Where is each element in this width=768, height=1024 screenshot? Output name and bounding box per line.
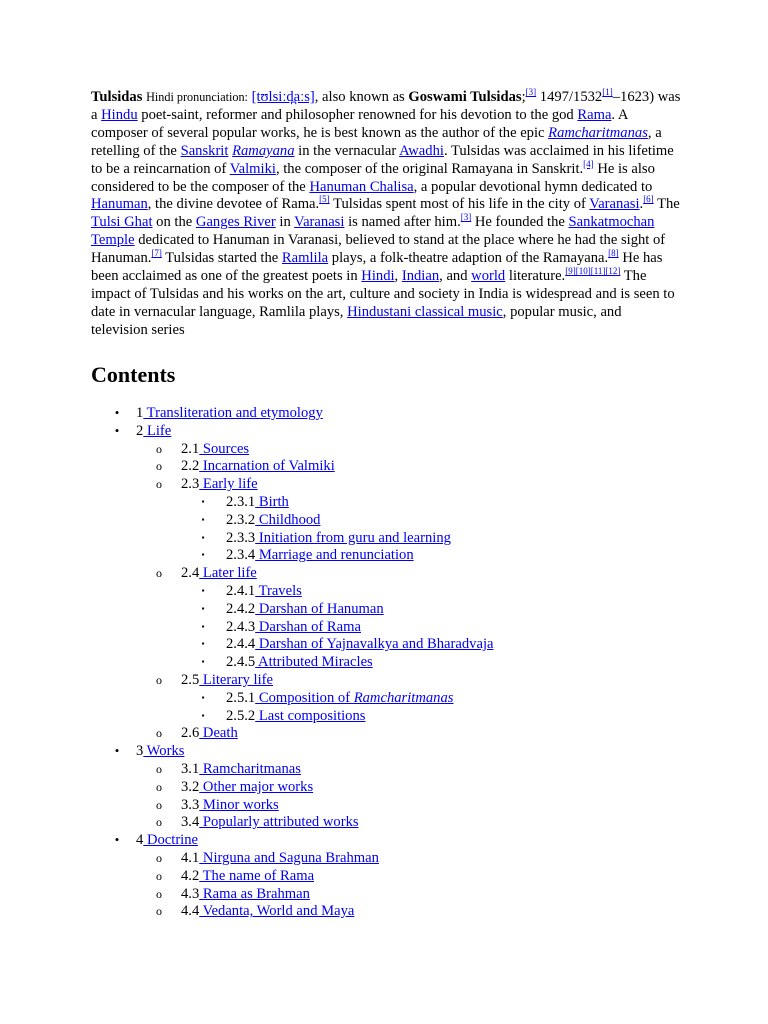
toc-number: 2.5.1	[226, 689, 256, 706]
toc-link[interactable]: Nirguna and Saguna Brahman	[199, 850, 379, 866]
hindu-link[interactable]: Hindu	[101, 106, 138, 123]
toc-link[interactable]: Childhood	[255, 511, 321, 528]
toc-item	[0, 885, 768, 903]
toc-entry	[226, 493, 289, 511]
toc-link[interactable]: Darshan of Yajnavalkya and Bharadvaja	[255, 636, 494, 653]
text: He is also considered to be the composer of the	[91, 160, 655, 195]
toc-link[interactable]: Death	[199, 725, 238, 742]
list-bullet-icon: ▪	[201, 621, 205, 631]
ref-link[interactable]: [3]	[525, 87, 537, 97]
list-bullet-icon: ▪	[201, 550, 205, 560]
toc-number: 3.1	[181, 761, 200, 777]
ipa-link[interactable]: [tʊlsiːd̪aːs]	[251, 89, 315, 105]
toc-item	[0, 635, 768, 653]
toc-number: 2.3.2	[226, 511, 256, 528]
list-bullet-icon: o	[156, 566, 162, 581]
toc-link[interactable]: Life	[143, 422, 172, 439]
toc-link[interactable]: Darshan of Rama	[255, 618, 361, 635]
toc-number: 2	[136, 422, 144, 439]
text: in the vernacular	[298, 142, 397, 159]
toc-link[interactable]: Literary life	[199, 672, 273, 688]
toc-entry	[181, 564, 257, 582]
toc-entry	[181, 902, 354, 920]
ref-link[interactable]: [3]	[460, 212, 472, 223]
toc-entry	[136, 422, 171, 440]
text: 1497/1532	[539, 89, 603, 105]
toc-item	[0, 778, 768, 796]
article-subject: Tulsidas	[91, 89, 143, 105]
ramlila-link[interactable]: Ramlila	[281, 250, 329, 267]
text: , a retelling of the	[91, 124, 662, 159]
toc-item	[0, 529, 768, 547]
text: . A composer of several popular works, he is best known as the author of the epic	[91, 106, 628, 141]
contents-heading: Contents	[91, 362, 176, 387]
toc-number: 2.3	[181, 476, 200, 493]
toc-item	[0, 404, 768, 422]
toc-item	[0, 422, 768, 440]
toc-link[interactable]: Early life	[199, 476, 258, 493]
toc-link[interactable]: Transliteration and etymology	[143, 405, 323, 421]
toc-item	[0, 742, 768, 760]
toc-number: 2.6	[181, 725, 200, 742]
text: The	[657, 196, 680, 213]
toc-link[interactable]: Birth	[255, 494, 289, 510]
toc-link[interactable]: Rama as Brahman	[199, 885, 310, 902]
toc-entry	[136, 742, 184, 760]
toc-link[interactable]: Minor works	[199, 796, 279, 813]
toc-entry	[226, 582, 302, 600]
toc-item	[0, 600, 768, 618]
toc-number: 4.2	[181, 867, 200, 884]
hanuman-link[interactable]: Hanuman	[91, 196, 148, 213]
toc-number: 2.2	[181, 458, 200, 475]
toc-entry	[226, 707, 365, 725]
toc-entry	[226, 635, 493, 653]
sankatmochan-temple-link[interactable]: Sankatmochan Temple	[91, 214, 655, 249]
intro-paragraph: Tulsidas Hindi pronunciation: [tʊlsiːd̪aːs], also known as Goswami Tulsidas;[3] 1497/1532[1]–1623) was a Hindu poet-saint, reformer and philosopher renowned for his devotion to the god Rama. A composer of several popular works, he is best known as the author of the epic Ramcharitmanas, a retelling of the Sanskrit Ramayana in the vernacular Awadhi. Tulsidas was acclaimed in his lifetime to be a reincarnation of Valmiki, the composer of the original Ramayana in Sanskrit.[4] He is also considered to be the composer of the Hanuman Chalisa, a popular devotional hymn dedicated to Hanuman, the divine devotee of Rama.[5] Tulsidas spent most of his life in the city of Varanasi.[6] The Tulsi Ghat on the Ganges River in Varanasi is named after him.[3] He founded the Sankatmochan Temple dedicated to Hanuman in Varanasi, believed to stand at the place where he had the sight of Hanuman.[7] Tulsidas started the Ramlila plays, a folk-theatre adaption of the Ramayana.[8] He has been acclaimed as one of the greatest poets in Hindi, Indian, and world literature.[9][10][11][12] The impact of Tulsidas and his works on the art, culture and society in India is widespread and is seen to date in vernacular language, Ramlila plays, Hindustani classical music, popular music, and television series	[91, 87, 681, 338]
toc-number: 2.4.1	[226, 583, 256, 599]
toc-link[interactable]: Ramcharitmanas	[199, 761, 301, 777]
list-bullet-icon: o	[156, 797, 162, 812]
list-bullet-icon: o	[156, 726, 162, 741]
list-bullet-icon: ▪	[201, 586, 205, 595]
toc-item	[0, 457, 768, 475]
text: in	[279, 214, 291, 231]
toc-item	[0, 653, 768, 671]
list-bullet-icon: ▪	[201, 692, 205, 702]
toc-entry	[181, 760, 301, 778]
toc-entry	[181, 457, 335, 475]
toc-item	[0, 849, 768, 867]
list-bullet-icon: •	[114, 743, 120, 759]
toc-link[interactable]: The name of Rama	[199, 867, 315, 884]
toc-item	[0, 475, 768, 493]
toc-item	[0, 546, 768, 564]
toc-link[interactable]: Doctrine	[143, 832, 199, 849]
text: Tulsidas started the	[165, 250, 279, 267]
text: He founded the	[474, 214, 565, 231]
toc-number: 2.3.3	[226, 529, 256, 546]
pronunciation-label: Hindi pronunciation:	[146, 90, 248, 104]
toc-entry	[136, 831, 198, 849]
toc-item	[0, 902, 768, 920]
toc-link[interactable]: Composition of Ramcharitmanas	[255, 689, 454, 706]
toc-number: 2.4.5	[226, 654, 256, 671]
toc-link[interactable]: Last compositions	[255, 707, 366, 724]
list-bullet-icon: o	[156, 477, 162, 492]
toc-link[interactable]: Attributed Miracles	[255, 654, 373, 671]
toc-link[interactable]: Incarnation of Valmiki	[199, 458, 335, 475]
toc-link[interactable]: Other major works	[199, 778, 314, 795]
toc-item	[0, 564, 768, 582]
toc-entry	[226, 511, 320, 529]
intro-section	[91, 89, 681, 340]
list-bullet-icon: o	[156, 904, 162, 919]
list-bullet-icon: o	[156, 762, 162, 776]
toc-link[interactable]: Sources	[199, 440, 250, 457]
ref-link[interactable]: [7]	[151, 248, 162, 259]
toc-number: 2.5.2	[226, 707, 256, 724]
toc-item	[0, 618, 768, 636]
text: literature.	[508, 268, 566, 285]
text: The impact of Tulsidas and his works on the art, culture and society in India is widespread and is seen to date in vernacular language, Ramlila plays,	[91, 268, 675, 320]
list-bullet-icon: o	[156, 868, 162, 883]
list-bullet-icon: ▪	[201, 603, 205, 613]
list-bullet-icon: o	[156, 886, 162, 901]
toc-item	[0, 440, 768, 458]
toc-link[interactable]: Travels	[255, 583, 302, 599]
list-bullet-icon: ▪	[201, 532, 205, 542]
text: , also known as	[314, 89, 405, 105]
toc-item	[0, 493, 768, 511]
toc-entry	[181, 778, 313, 796]
text: –1623)	[612, 89, 655, 105]
text: . Tulsidas was acclaimed in his lifetime to be a reincarnation of	[91, 142, 674, 177]
toc-number: 1	[136, 405, 144, 421]
list-bullet-icon: •	[114, 405, 120, 420]
rama-link[interactable]: Rama	[577, 106, 612, 123]
toc-number: 4.1	[181, 850, 200, 866]
text: , the divine devotee of Rama.	[147, 196, 320, 213]
toc-item	[0, 796, 768, 814]
toc-item	[0, 813, 768, 831]
text: was a	[91, 89, 681, 123]
list-bullet-icon: o	[156, 673, 162, 687]
toc-number: 3	[136, 743, 144, 760]
toc-entry	[181, 867, 314, 885]
list-bullet-icon: o	[156, 815, 162, 830]
ref-link[interactable]: [9][10][11][12]	[565, 266, 621, 277]
valmiki-link[interactable]: Valmiki	[229, 160, 276, 177]
list-bullet-icon: •	[114, 832, 120, 848]
list-bullet-icon: ▪	[201, 639, 205, 649]
toc-entry	[226, 689, 453, 707]
toc-item	[0, 582, 768, 600]
hindi-link[interactable]: Hindi	[361, 268, 395, 285]
toc-entry	[181, 796, 279, 814]
toc-entry	[181, 885, 310, 903]
ref-link[interactable]: [1]	[602, 87, 613, 97]
list-bullet-icon: ▪	[201, 710, 205, 720]
toc-number: 3.2	[181, 778, 200, 795]
ref-link[interactable]: [5]	[319, 194, 330, 205]
list-bullet-icon: o	[156, 441, 162, 456]
list-bullet-icon: ▪	[201, 657, 205, 667]
toc-number: 2.4.4	[226, 636, 256, 653]
list-bullet-icon: •	[114, 422, 120, 438]
toc-item	[0, 724, 768, 742]
toc-entry	[226, 529, 451, 547]
list-bullet-icon: ▪	[201, 514, 205, 524]
text: on the	[156, 214, 193, 231]
toc-link[interactable]: Initiation from guru and learning	[255, 529, 451, 546]
sanskrit-link[interactable]: Sanskrit	[180, 142, 229, 159]
list-bullet-icon: o	[156, 779, 162, 794]
toc-number: 2.5	[181, 672, 200, 688]
text: , popular music, and television series	[91, 303, 622, 338]
text: , and	[439, 268, 468, 285]
text: plays, a folk-theatre adaption of the Ramayana.	[331, 250, 609, 267]
toc-number: 4.4	[181, 903, 200, 920]
varanasi-link[interactable]: Varanasi	[294, 214, 345, 231]
toc-link[interactable]: Later life	[199, 565, 257, 582]
text: He has been acclaimed as one of the greatest poets in	[91, 250, 663, 285]
toc-item	[0, 689, 768, 707]
toc-number: 2.4	[181, 565, 200, 582]
toc-entry	[226, 600, 384, 618]
toc-item	[0, 511, 768, 529]
text: poet-saint, reformer and philosopher renowned for his devotion to the god	[141, 106, 574, 123]
toc-number: 2.1	[181, 440, 200, 457]
toc-link[interactable]: Vedanta, World and Maya	[199, 903, 355, 920]
toc-entry	[181, 849, 379, 867]
toc-entry	[181, 440, 249, 458]
toc-entry	[181, 671, 273, 689]
toc-entry	[226, 546, 414, 564]
text: , a popular devotional hymn dedicated to	[413, 178, 653, 195]
toc-entry	[136, 404, 323, 422]
toc-item	[0, 867, 768, 885]
toc-item	[0, 671, 768, 689]
ref-link[interactable]: [8]	[608, 248, 619, 259]
toc-link[interactable]: Popularly attributed works	[199, 814, 359, 831]
text: , the composer of the original Ramayana in Sanskrit.	[275, 160, 584, 177]
toc-number: 2.4.2	[226, 600, 256, 617]
text: dedicated to Hanuman in Varanasi, believed to stand at the place where he had the sight of Hanuman.	[91, 232, 666, 267]
toc-item	[0, 707, 768, 725]
awadhi-link[interactable]: Awadhi	[399, 142, 444, 159]
list-bullet-icon: ▪	[201, 497, 205, 506]
toc-entry	[226, 618, 361, 636]
ref-link[interactable]: [6]	[643, 194, 654, 205]
alternate-name: Goswami Tulsidas	[408, 89, 522, 105]
toc-link[interactable]: Marriage and renunciation	[255, 547, 414, 564]
toc-number: 2.3.1	[226, 494, 256, 510]
toc-number: 2.3.4	[226, 547, 256, 564]
toc-entry	[181, 475, 258, 493]
tulsi-ghat-link[interactable]: Tulsi Ghat	[91, 214, 153, 231]
toc-number: 4	[136, 832, 144, 849]
toc-link[interactable]: Works	[143, 743, 185, 760]
toc-entry	[226, 653, 373, 671]
hindustani-classical-music-link[interactable]: Hindustani classical music	[347, 303, 503, 320]
toc-entry	[181, 724, 238, 742]
ramcharitmanas-link[interactable]: Ramcharitmanas	[548, 124, 648, 141]
toc-number: 2.4.3	[226, 618, 256, 635]
toc-item	[0, 831, 768, 849]
hanuman-chalisa-link[interactable]: Hanuman Chalisa	[309, 178, 414, 195]
toc-number: 4.3	[181, 885, 200, 902]
list-bullet-icon: o	[156, 851, 162, 865]
toc-link-italic: Ramcharitmanas	[353, 689, 454, 706]
text: is named after him.	[348, 214, 461, 231]
world-link[interactable]: world	[471, 268, 506, 285]
ganges-river-link[interactable]: Ganges River	[195, 214, 276, 231]
ramayana-link[interactable]: Ramayana	[232, 142, 295, 159]
varanasi-link[interactable]: Varanasi	[589, 196, 640, 213]
toc-number: 3.3	[181, 796, 200, 813]
toc-number: 3.4	[181, 814, 200, 831]
indian-link[interactable]: Indian	[401, 268, 440, 285]
ref-link[interactable]: [4]	[583, 158, 594, 169]
toc-item	[0, 760, 768, 778]
toc-link[interactable]: Darshan of Hanuman	[255, 600, 384, 617]
toc-entry	[181, 813, 359, 831]
list-bullet-icon: o	[156, 459, 162, 474]
text: Tulsidas spent most of his life in the city of	[333, 196, 586, 213]
